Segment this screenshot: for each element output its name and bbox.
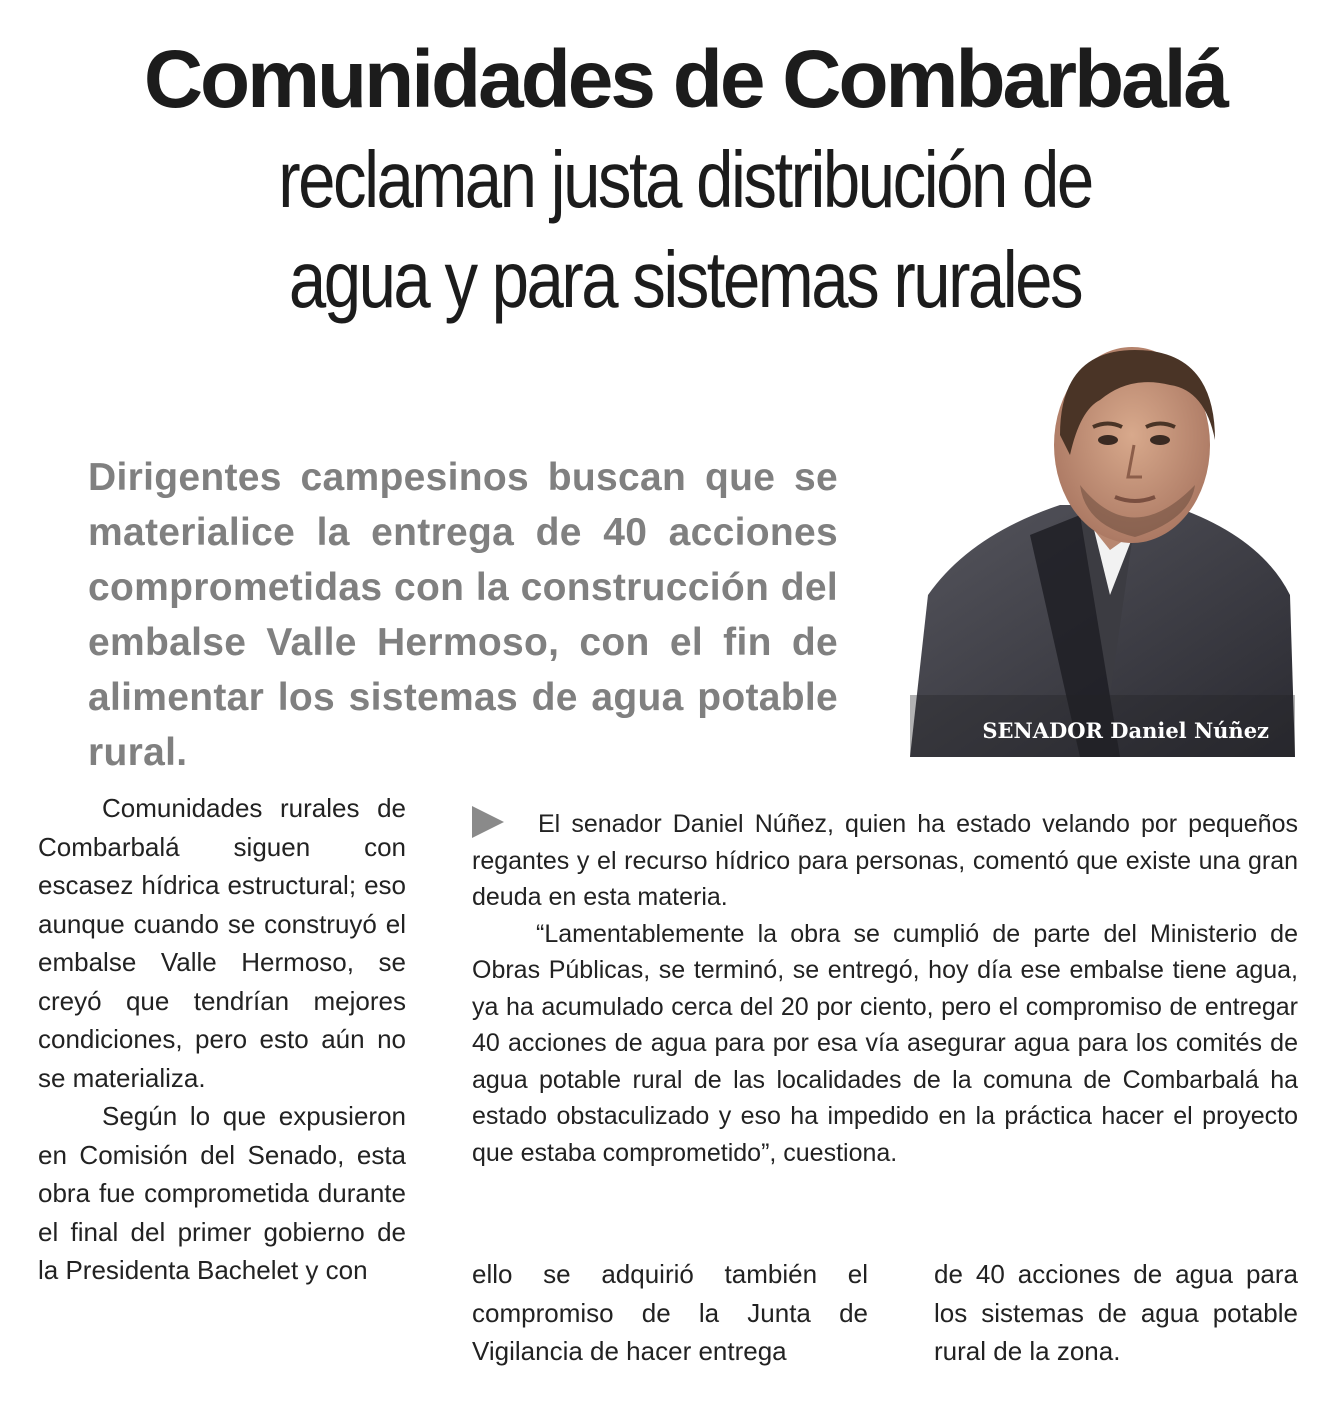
article-paragraph-2: Según lo que expusieron en Comisión del Senado, esta obra fue comprometida durante el final del primer gobierno de la Presidenta Bachelet y con: [38, 1101, 406, 1285]
article-column-wide: [472, 806, 1298, 1171]
article-column-left: [38, 789, 406, 1290]
article-quote-intro: [472, 806, 1298, 916]
headline: [60, 30, 1310, 330]
article-quote-intro-text: El senador Daniel Núñez, quien ha estado velando por pequeños regantes y el recurso hídrico para personas, comentó que existe una gran deuda en esta materia.: [472, 810, 1298, 911]
headline-line-3: agua y para sistemas rurales: [288, 235, 1082, 324]
headline-line-2: reclaman justa distribución de: [278, 135, 1092, 224]
senator-portrait-image: [910, 345, 1295, 757]
article-column-middle: [472, 1255, 868, 1371]
play-arrow-icon: [472, 806, 504, 838]
article-paragraph-4: de 40 acciones de agua para los sistemas de agua potable rural de la zona.: [934, 1259, 1298, 1366]
senator-photo: [910, 345, 1295, 757]
lead-paragraph: Dirigentes campesinos buscan que se materialice la entrega de 40 acciones comprometidas con la construcción del embalse Valle Hermoso, con el fin de alimentar los sistemas de agua potable rural.: [88, 456, 838, 774]
headline-line-1: Comunidades de Combarbalá: [143, 34, 1227, 125]
article-quote: “Lamentablemente la obra se cumplió de parte del Ministerio de Obras Públicas, se terminó, se entregó, hoy día ese embalse tiene agua, ya ha acumulado cerca del 20 por ciento, pero el compromiso de entregar 40 acciones de agua para por esa vía asegurar agua para los comités de agua potable rural de las localidades de la comuna de Combarbalá ha estado obstaculizado y eso ha impedido en la práctica hacer el proyecto que estaba comprometido”, cuestiona.: [472, 919, 1298, 1167]
photo-caption: SENADOR Daniel Núñez: [982, 718, 1269, 743]
article-paragraph-3: ello se adquirió también el compromiso de la Junta de Vigilancia de hacer entrega: [472, 1259, 868, 1366]
article-column-right: [934, 1255, 1298, 1371]
article-paragraph-1: Comunidades rurales de Combarbalá siguen con escasez hídrica estructural; eso aunque cuando se construyó el embalse Valle Hermoso, se creyó que tendrían mejores condiciones, pero esto aún no se materializa.: [38, 793, 406, 1093]
